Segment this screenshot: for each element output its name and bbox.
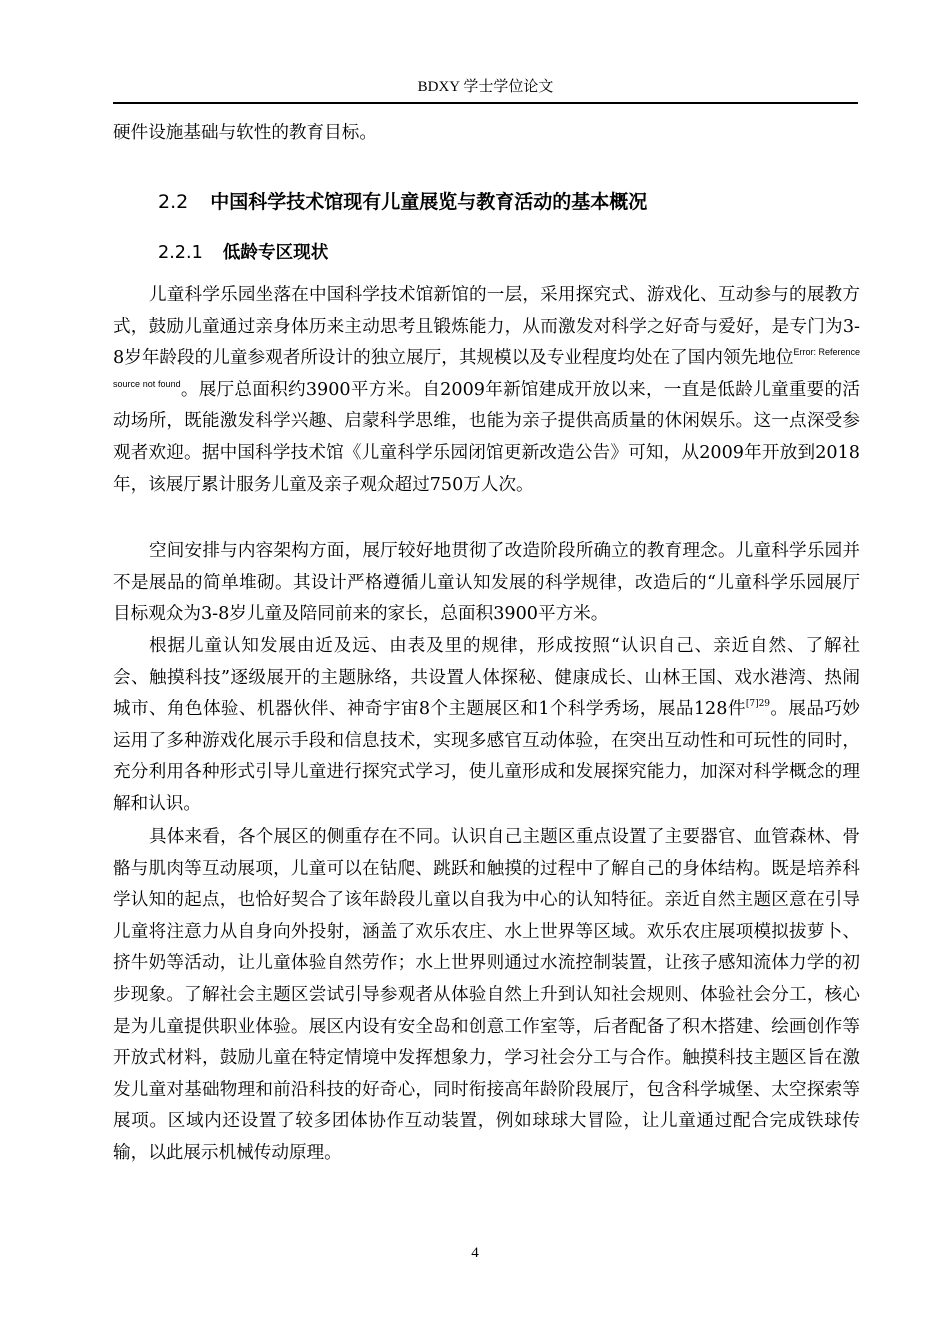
body-paragraph-3: [113, 631, 860, 821]
page-number: 4: [471, 1245, 479, 1261]
broken-reference-note: Error: Reference source not found: [113, 347, 860, 389]
subsection-heading: [158, 240, 328, 266]
body-paragraph-4: 具体来看，各个展区的侧重存在不同。认识自己主题区重点设置了主要器官、血管森林、骨骼与肌肉等互动展项，儿童可以在钻爬、跳跃和触摸的过程中了解自己的身体结构。既是培养科学认知的起点，也恰好契合了该年龄段儿童以自我为中心的认知特征。亲近自然主题区意在引导儿童将注意力从自身向外投射，涵盖了欢乐农庄、水上世界等区域。欢乐农庄展项模拟拔萝卜、挤牛奶等活动，让儿童体验自然劳作；水上世界则通过水流控制装置，让孩子感知流体力学的初步现象。了解社会主题区尝试引导参观者从体验自然上升到认知社会规则、体验社会分工，核心是为儿童提供职业体验。展区内设有安全岛和创意工作室等，后者配备了积木搭建、绘画创作等开放式材料，鼓励儿童在特定情境中发挥想象力，学习社会分工与合作。触摸科技主题区旨在激发儿童对基础物理和前沿科技的好奇心，同时衔接高年龄阶段展厅，包含科学城堡、太空探索等展项。区域内还设置了较多团体协作互动装置，例如球球大冒险，让儿童通过配合完成铁球传输，以此展示机械传动原理。: [113, 827, 860, 1163]
section-title: 中国科学技术馆现有儿童展览与教育活动的基本概况: [210, 191, 648, 213]
paragraph-text: 根据儿童认知发展由近及远、由表及里的规律，形成按照“认识自己、亲近自然、了解社会、触摸科技”逐级展开的主题脉络，共设置人体探秘、健康成长、山林王国、戏水港湾、热闹城市、角色体验、机器伙伴、神奇宇宙8个主题展区和1个科学秀场，展品128件: [113, 636, 860, 720]
paragraph-text: 。展品巧妙运用了多种游戏化展示手段和信息技术，实现多感官互动体验，在突出互动性和可玩性的同时，充分利用各种形式引导儿童进行探究式学习，使儿童形成和发展探究能力，加深对科学概念的理解和认识。: [113, 699, 860, 814]
section-number: 2.2: [158, 191, 189, 213]
continued-paragraph: 硬件设施基础与软性的教育目标。: [113, 123, 377, 143]
header-title: BDXY 学士学位论文: [417, 79, 554, 95]
running-header: [113, 74, 858, 104]
paragraph-text: 。展厅总面积约3900平方米。自2009年新馆建成开放以来，一直是低龄儿童重要的活动场所，既能激发科学兴趣、启蒙科学思维，也能为亲子提供高质量的休闲娱乐。这一点深受参观者欢迎。据中国科学技术馆《儿童科学乐园闭馆更新改造公告》可知，从2009年开放到2018年，该展厅累计服务儿童及亲子观众超过750万人次。: [113, 379, 860, 495]
paragraph-text: 儿童科学乐园坐落在中国科学技术馆新馆的一层，采用探究式、游戏化、互动参与的展教方式，鼓励儿童通过亲身体历来主动思考且锻炼能力，从而激发对科学之好奇与爱好，是专门为3-8岁年龄段的儿童参观者所设计的独立展厅，其规模以及专业程度均处在了国内领先地位: [113, 285, 860, 369]
subsection-title: 低龄专区现状: [222, 243, 329, 263]
subsection-number: 2.2.1: [158, 243, 203, 263]
section-heading: [158, 188, 647, 216]
citation-marker: [7]29: [745, 699, 771, 710]
body-paragraph-1: [113, 280, 860, 501]
body-paragraph-2: 空间安排与内容架构方面，展厅较好地贯彻了改造阶段所确立的教育理念。儿童科学乐园并不是展品的简单堆砌。其设计严格遵循儿童认知发展的科学规律，改造后的“儿童科学乐园展厅目标观众为3-8岁儿童及陪同前来的家长，总面积3900平方米。: [113, 541, 860, 625]
